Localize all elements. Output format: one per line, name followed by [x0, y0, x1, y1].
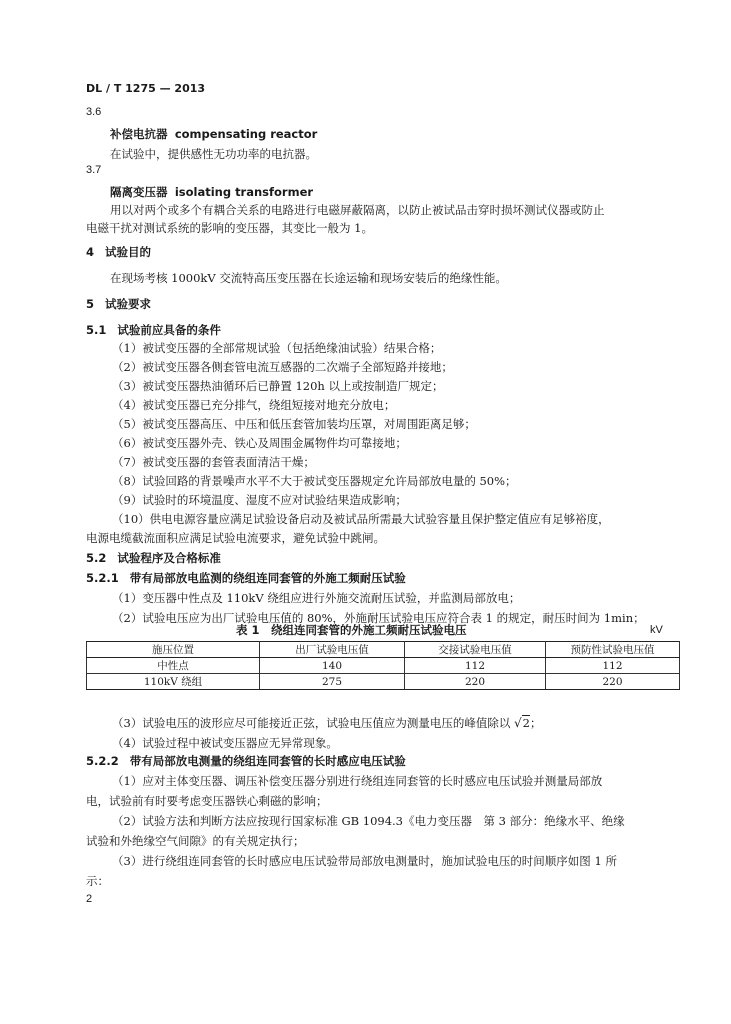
subsubsection-number: 5.2.2: [86, 754, 119, 768]
paragraph-line: 电，试验前有时要考虑变压器铁心剩磁的影响；: [86, 794, 328, 808]
condition-item: （8）试验回路的背景噪声水平不大于被试变压器规定允许局部放电量的 50%；: [112, 474, 517, 488]
def-description-line: 电磁干扰对测试系统的影响的变压器，其变比一般为 1。: [86, 221, 373, 235]
subsubsection-heading: [86, 570, 406, 586]
table-cell: 275: [260, 674, 405, 690]
table-cell: 220: [546, 674, 680, 690]
procedure-item: （1）变压器中性点及 110kV 绕组应进行外施交流耐压试验，并监测局部放电；: [112, 591, 521, 605]
document-id: DL / T 1275 — 2013: [86, 82, 206, 95]
table-unit: kV: [650, 624, 663, 636]
table-cell: 110kV 绕组: [87, 674, 260, 690]
subsubsection-heading: [86, 753, 406, 769]
procedure-item-end: ；: [529, 716, 542, 730]
condition-item: （10）供电电源容量应满足试验设备启动及被试品所需最大试验容量且保护整定值应有足够裕度，: [112, 512, 610, 526]
def-term: [110, 184, 313, 200]
section-number: 5: [86, 297, 95, 311]
def-number: 3.6: [86, 106, 102, 118]
condition-item-continued: 电源电缆截流面积应满足试验电流要求，避免试验中跳闸。: [86, 531, 385, 545]
sqrt-value: 2: [522, 716, 530, 730]
procedure-item-text: （3）试验电压的波形应尽可能接近正弦，试验电压值应为测量电压的峰值除以: [112, 716, 511, 730]
table-caption: 表 1 绕组连同套管的外施工频耐压试验电压: [236, 623, 467, 637]
condition-item: （6）被试变压器外壳、铁心及周围金属物件均可靠接地；: [112, 436, 407, 450]
def-description-line: 用以对两个或多个有耦合关系的电路进行电磁屏蔽隔离，以防止被试品击穿时损坏测试仪器或防止: [110, 203, 605, 217]
condition-item: （5）被试变压器高压、中压和低压套管加装均压罩，对周围距离足够；: [112, 417, 476, 431]
paragraph-line: （1）应对主体变压器、调压补偿变压器分别进行绕组连同套管的长时感应电压试验并测量局部放: [112, 774, 603, 788]
condition-item: （9）试验时的环境温度、湿度不应对试验结果造成影响；: [112, 493, 407, 507]
procedure-item: （4）试验过程中被试变压器应无异常现象。: [112, 736, 338, 750]
procedure-item: （2）试验电压应为出厂试验电压值的 80%，外施耐压试验电压应符合表 1 的规定，耐压时间为 1min；: [112, 611, 645, 625]
section-number: 4: [86, 245, 95, 259]
paragraph-line: （3）进行绕组连同套管的长时感应电压试验带局部放电测量时，施加试验电压的时间顺序如图 1 所: [112, 854, 617, 868]
table-cell: 112: [546, 658, 680, 674]
table-cell: 112: [405, 658, 546, 674]
paragraph-line: 试验和外绝缘空气间隙》的有关规定执行；: [86, 834, 305, 848]
subsection-title: 试验前应具备的条件: [117, 323, 221, 337]
condition-item: （3）被试变压器热油循环后已静置 120h 以上或按制造厂规定；: [112, 379, 444, 393]
table-header-row: [87, 642, 680, 658]
table-row: [87, 658, 680, 674]
table-header-cell: 交接试验电压值: [405, 642, 546, 658]
def-term-en: isolating transformer: [174, 185, 314, 199]
table-row: [87, 674, 680, 690]
def-term-cn: 隔离变压器: [110, 185, 168, 199]
condition-item: （4）被试变压器已充分排气，绕组短接对地充分放电；: [112, 398, 396, 412]
subsubsection-title: 带有局部放电测量的绕组连同套管的长时感应电压试验: [129, 754, 406, 768]
paragraph-line: （2）试验方法和判断方法应按现行国家标准 GB 1094.3《电力变压器 第 3 部分：绝缘水平、绝缘: [112, 814, 625, 828]
def-number: 3.7: [86, 164, 102, 176]
def-description: 在试验中，提供感性无功功率的电抗器。: [110, 147, 317, 161]
table-cell: 140: [260, 658, 405, 674]
subsection-heading: [86, 550, 221, 566]
table-header-cell: 出厂试验电压值: [260, 642, 405, 658]
condition-item: （7）被试变压器的套管表面清洁干燥；: [112, 455, 315, 469]
table-header-cell: 预防性试验电压值: [546, 642, 680, 658]
subsection-number: 5.1: [86, 323, 107, 337]
subsection-number: 5.2: [86, 551, 107, 565]
section-title: 试验要求: [104, 297, 151, 311]
paragraph-line: 示：: [86, 874, 109, 888]
section-heading: [86, 296, 151, 312]
subsection-title: 试验程序及合格标准: [117, 551, 221, 565]
page-number: 2: [86, 893, 93, 905]
table-header-cell: 施压位置: [87, 642, 260, 658]
section-title: 试验目的: [104, 245, 151, 259]
subsection-heading: [86, 322, 221, 338]
voltage-table: [86, 641, 680, 690]
condition-item: （2）被试变压器各侧套管电流互感器的二次端子全部短路并接地；: [112, 360, 453, 374]
section-text: 在现场考核 1000kV 交流特高压变压器在长途运输和现场安装后的绝缘性能。: [110, 271, 507, 285]
def-term: [110, 126, 317, 142]
def-term-cn: 补偿电抗器: [110, 127, 168, 141]
section-heading: [86, 244, 151, 260]
condition-item: （1）被试变压器的全部常规试验（包括绝缘油试验）结果合格；: [112, 341, 442, 355]
procedure-item: （3）试验电压的波形应尽可能接近正弦，试验电压值应为测量电压的峰值除以 √2；: [112, 716, 542, 730]
table-cell: 中性点: [87, 658, 260, 674]
def-term-en: compensating reactor: [174, 127, 318, 141]
subsubsection-number: 5.2.1: [86, 571, 119, 585]
table-cell: 220: [405, 674, 546, 690]
subsubsection-title: 带有局部放电监测的绕组连同套管的外施工频耐压试验: [129, 571, 406, 585]
